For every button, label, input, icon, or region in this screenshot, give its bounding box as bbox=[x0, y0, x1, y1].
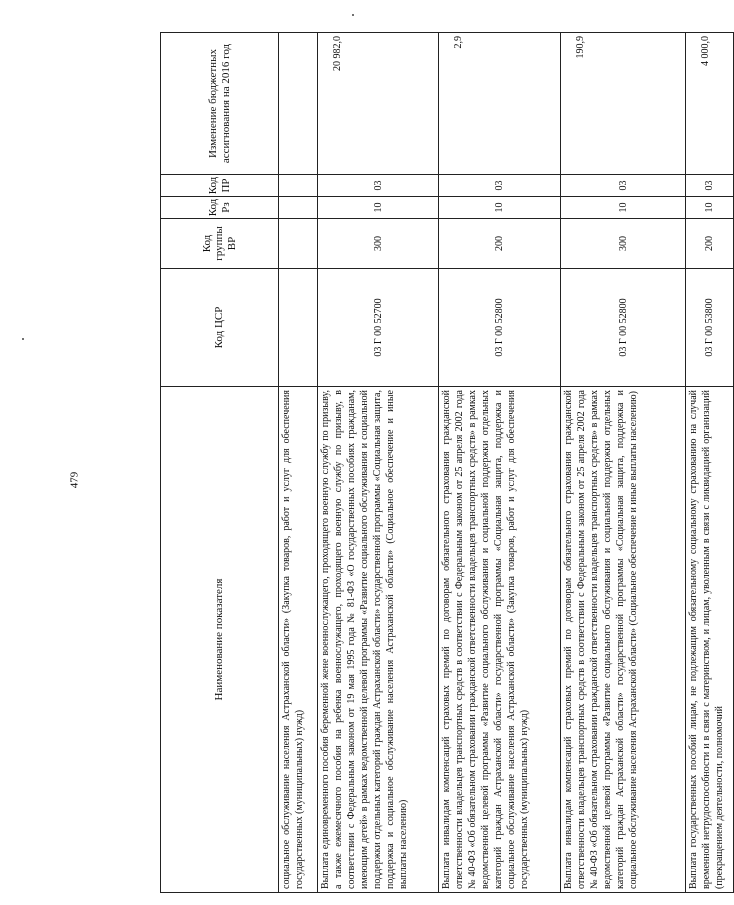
rotated-table-frame bbox=[160, 33, 725, 893]
row-csr: 03 Г 00 52700 bbox=[318, 269, 439, 387]
header-csr: Код ЦСР bbox=[161, 269, 279, 387]
row-vr: 200 bbox=[686, 219, 734, 269]
row-rz bbox=[279, 197, 318, 219]
table-row bbox=[439, 33, 561, 893]
scan-speck bbox=[352, 14, 354, 16]
row-vr bbox=[279, 219, 318, 269]
header-rz: Код Рз bbox=[161, 197, 279, 219]
row-pr: 03 bbox=[561, 175, 686, 197]
row-vr: 300 bbox=[561, 219, 686, 269]
budget-table bbox=[160, 32, 734, 893]
row-amount bbox=[279, 33, 318, 175]
header-name: Наименование показателя bbox=[161, 387, 279, 893]
row-name: Выплата инвалидам компенсаций страховых премий по договорам обязательного страхования гражданской ответственности владельцев транспортных средств в соответствии с Федеральным законом от 25 апреля 2002 года № 40-ФЗ «Об обязательном страховании гражданской ответственности владельцев транспортных средств» в рамках ведомственной целевой программы «Развитие социального обслуживания и социальной поддержки отдельных категорий граждан Астраханской области» государственной программы «Социальная защита, поддержка и социальное обслуживание населения Астраханской области» (Закупка товаров, работ и услуг для обеспечения государственных (муниципальных) нужд) bbox=[439, 387, 561, 893]
row-rz: 10 bbox=[561, 197, 686, 219]
header-amount: Изменение бюджетных ассигнования на 2016 год bbox=[161, 33, 279, 175]
page-number: 479 bbox=[68, 471, 81, 489]
row-vr: 200 bbox=[439, 219, 561, 269]
row-name: Выплата государственных пособий лицам, не подлежащим обязательному социальному страхованию на случай временной нетрудоспособности и в связи с материнством, и лицам, уволенным в связи с ликвидацией организаций (прекращением деятельности, полномочий bbox=[686, 387, 734, 893]
row-name: социальное обслуживание населения Астраханской области» (Закупка товаров, работ и услуг для обеспечения государственных (муниципальных) нужд) bbox=[279, 387, 318, 893]
row-vr: 300 bbox=[318, 219, 439, 269]
table-row bbox=[686, 33, 734, 893]
row-pr bbox=[279, 175, 318, 197]
row-amount: 2,9 bbox=[439, 33, 561, 175]
row-amount: 20 982,0 bbox=[318, 33, 439, 175]
row-csr: 03 Г 00 53800 bbox=[686, 269, 734, 387]
table-row bbox=[279, 33, 318, 893]
table-row bbox=[561, 33, 686, 893]
row-name: Выплата инвалидам компенсаций страховых премий по договорам обязательного страхования гражданской ответственности владельцев транспортных средств в соответствии с Федеральным законом от 25 апреля 2002 года № 40-ФЗ «Об обязательном страховании гражданской ответственности владельцев транспортных средств» в рамках ведомственной целевой программы «Развитие социального обслуживания и социальной поддержки отдельных категорий граждан Астраханской области» государственной программы «Социальная защита, поддержка и социальное обслуживание населения Астраханской области» (Социальное обеспечение и иные выплаты населению) bbox=[561, 387, 686, 893]
row-csr: 03 Г 00 52800 bbox=[439, 269, 561, 387]
row-pr: 03 bbox=[318, 175, 439, 197]
row-amount: 190,9 bbox=[561, 33, 686, 175]
row-amount: 4 000,0 bbox=[686, 33, 734, 175]
row-name: Выплата единовременного пособия беременной жене военнослужащего, проходящего военную службу по призыву, а также ежемесячного пособия на ребенка военнослужащего, проходящего военную службу по призыву, в соответствии с Федеральным законом от 19 мая 1995 года № 81-ФЗ «О государственных пособиях гражданам, имеющим детей» в рамках ведомственной целевой программы «Развитие социального обслуживания и социальной поддержки отдельных категорий граждан Астраханской области» государственной программы «Социальная защита, поддержка и социальное обслуживание населения Астраханской области» (Социальное обеспечение и иные выплаты населению) bbox=[318, 387, 439, 893]
header-pr: Код ПР bbox=[161, 175, 279, 197]
row-pr: 03 bbox=[439, 175, 561, 197]
row-rz: 10 bbox=[318, 197, 439, 219]
table-header-row bbox=[161, 33, 279, 893]
row-csr bbox=[279, 269, 318, 387]
row-pr: 03 bbox=[686, 175, 734, 197]
row-rz: 10 bbox=[439, 197, 561, 219]
scan-speck bbox=[22, 338, 24, 340]
header-vr: Код группы ВР bbox=[161, 219, 279, 269]
row-rz: 10 bbox=[686, 197, 734, 219]
row-csr: 03 Г 00 52800 bbox=[561, 269, 686, 387]
table-row bbox=[318, 33, 439, 893]
